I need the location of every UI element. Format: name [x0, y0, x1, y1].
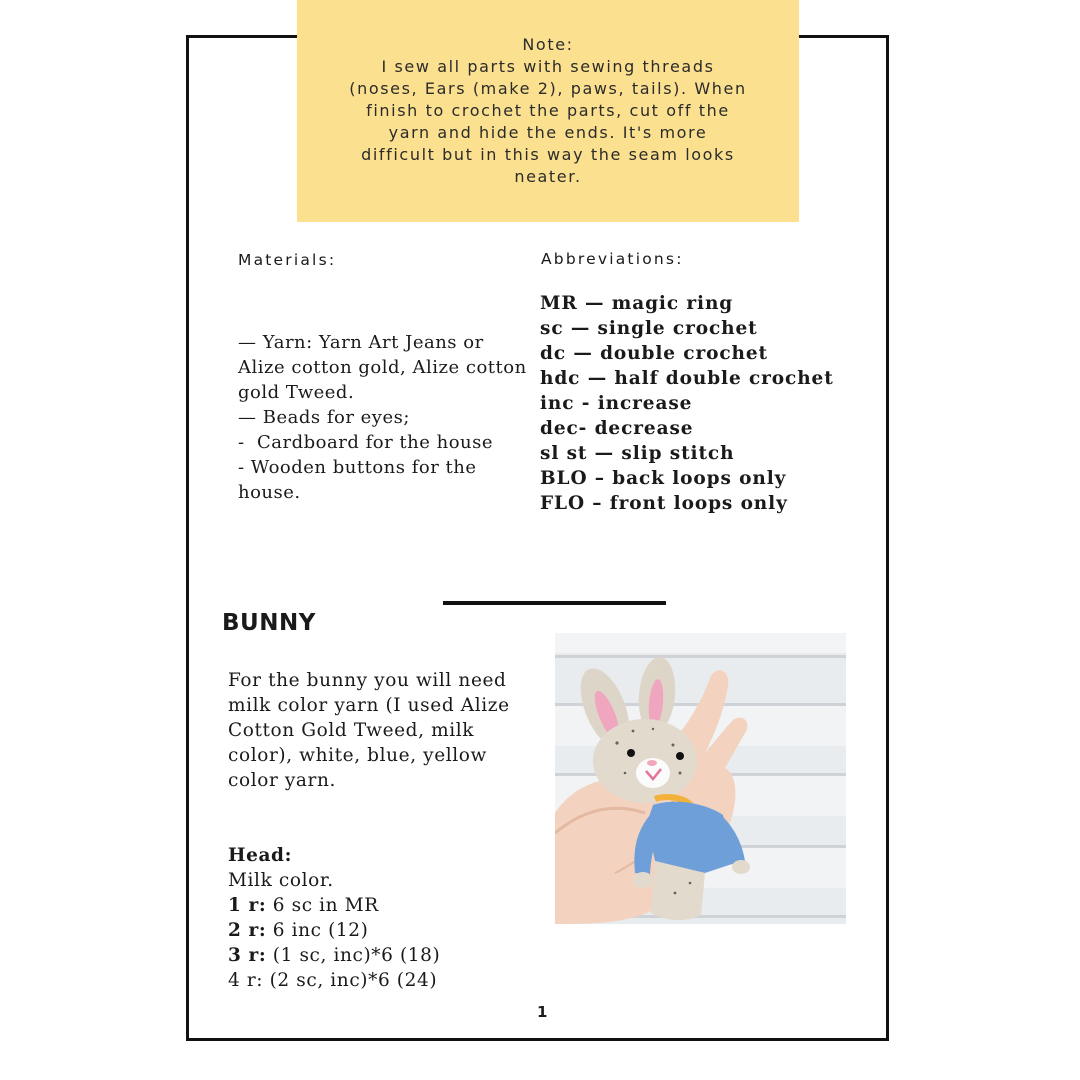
note-line: finish to crochet the parts, cut off the [366, 101, 730, 120]
pattern-row [228, 918, 440, 943]
note-line: I sew all parts with sewing threads [381, 57, 715, 76]
pattern-row-last: 4 r: (2 sc, inc)*6 (24) [228, 970, 438, 991]
abbreviation-item: MR — magic ring [540, 293, 734, 314]
materials-item: - Wooden buttons for the house. [238, 457, 483, 503]
materials-heading: Materials: [238, 251, 337, 269]
materials-item: — Beads for eyes; [238, 407, 410, 428]
note-line: neater. [514, 167, 582, 186]
head-color: Milk color. [228, 870, 334, 891]
bunny-photo [555, 633, 846, 924]
row-label: 3 r: [228, 945, 267, 966]
row-text: 6 sc in MR [266, 895, 379, 916]
head-instructions [228, 843, 440, 993]
pattern-row [228, 893, 440, 918]
abbreviation-item: FLO – front loops only [540, 493, 788, 514]
materials-item: — Yarn: Yarn Art Jeans or Alize cotton gold, Alize cotton gold Tweed. [238, 332, 533, 403]
materials-item: - Cardboard for the house [238, 432, 494, 453]
abbreviation-item: hdc — half double crochet [540, 368, 834, 389]
note-line: yarn and hide the ends. It's more [388, 123, 708, 142]
abbreviations-list [540, 291, 834, 516]
row-label: 1 r: [228, 895, 267, 916]
note-line: difficult but in this way the seam looks [361, 145, 735, 164]
abbreviation-item: sl st — slip stitch [540, 443, 735, 464]
row-label: 2 r: [228, 920, 267, 941]
head-label: Head: [228, 845, 293, 866]
abbreviations-heading: Abbreviations: [541, 250, 684, 268]
pattern-row [228, 943, 440, 968]
row-text: 6 inc (12) [266, 920, 369, 941]
note-box [297, 0, 799, 222]
section-divider [443, 601, 666, 605]
abbreviation-item: sc — single crochet [540, 318, 758, 339]
bunny-intro-text: For the bunny you will need milk color yarn (I used Alize Cotton Gold Tweed, milk color), white, blue, yellow color yarn. [228, 670, 510, 791]
abbreviation-item: inc - increase [540, 393, 693, 414]
note-title: Note: [522, 35, 574, 54]
section-title-bunny: BUNNY [222, 610, 316, 636]
note-line: (noses, Ears (make 2), paws, tails). When [349, 79, 747, 98]
page-number: 1 [537, 1003, 548, 1021]
abbreviation-item: BLO – back loops only [540, 468, 787, 489]
row-text: (1 sc, inc)*6 (18) [266, 945, 441, 966]
abbreviation-item: dec- decrease [540, 418, 694, 439]
materials-list [238, 330, 533, 505]
abbreviation-item: dc — double crochet [540, 343, 768, 364]
